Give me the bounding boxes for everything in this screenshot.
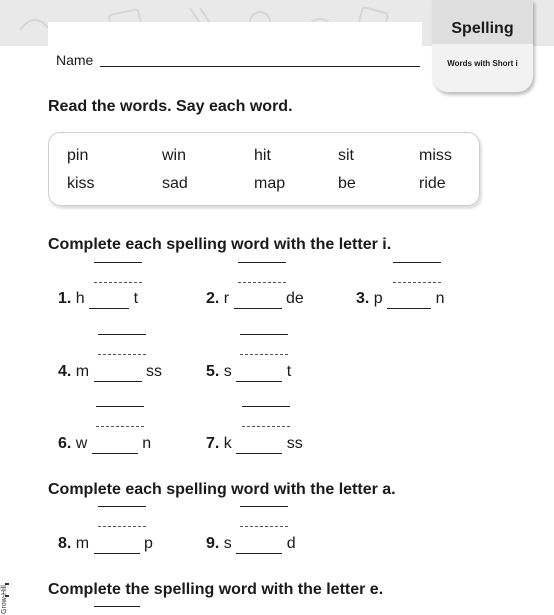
guide-top-line [96, 406, 144, 407]
guide-mid-line [240, 526, 288, 527]
item-before: m [75, 363, 90, 380]
exercise-9 [206, 535, 296, 554]
guide-top-line [240, 334, 288, 335]
answer-blank[interactable] [236, 535, 282, 554]
word-item: win [162, 147, 187, 164]
tab-subtitle: Words with Short i [447, 59, 518, 68]
title-tab-lower [432, 44, 533, 92]
item-after: t [286, 363, 292, 380]
guide-mid-line [98, 354, 146, 355]
exercise-8 [58, 535, 153, 554]
name-area [48, 22, 422, 68]
title-tab [432, 0, 533, 92]
publisher-label: Grow-Hill [1, 585, 8, 614]
item-before: k [223, 435, 232, 452]
answer-blank[interactable] [234, 290, 282, 309]
guide-mid-line [240, 354, 288, 355]
guide-top-line [393, 262, 441, 263]
word-item: sad [162, 175, 188, 192]
item-after: n [435, 290, 445, 307]
item-after: p [144, 535, 153, 552]
answer-blank[interactable] [94, 363, 142, 382]
item-number: 9. [206, 535, 220, 552]
word-box [48, 132, 480, 206]
answer-blank[interactable] [94, 535, 140, 554]
word-item: kiss [67, 175, 95, 192]
exercise-6 [58, 435, 151, 454]
guide-top-line [238, 262, 286, 263]
item-number: 5. [206, 363, 220, 380]
item-before: m [75, 535, 90, 552]
answer-blank[interactable] [387, 290, 431, 309]
item-number: 4. [58, 363, 72, 380]
item-number: 7. [206, 435, 220, 452]
word-item: map [254, 175, 286, 192]
item-before: s [223, 363, 232, 380]
guide-top-line [98, 334, 146, 335]
guide-top-line [94, 606, 140, 607]
section1-instruction: Read the words. Say each word. [48, 98, 293, 115]
item-number: 1. [58, 290, 72, 307]
guide-top-line [98, 506, 146, 507]
item-after: d [286, 535, 296, 552]
answer-blank[interactable] [92, 435, 138, 454]
guide-mid-line [98, 526, 146, 527]
item-before: r [223, 290, 230, 307]
guide-mid-line [393, 282, 441, 283]
name-label: Name [56, 52, 94, 68]
item-before: p [373, 290, 383, 307]
answer-blank[interactable] [236, 435, 282, 454]
item-before: s [223, 535, 232, 552]
item-before: h [75, 290, 85, 307]
guide-top-line [94, 262, 142, 263]
item-after: ss [146, 363, 163, 380]
item-after: de [286, 290, 304, 307]
item-number: 6. [58, 435, 72, 452]
answer-blank[interactable] [236, 363, 282, 382]
guide-top-line [242, 406, 290, 407]
section3-instruction: Complete each spelling word with the letter a. [48, 481, 396, 498]
guide-mid-line [94, 282, 142, 283]
exercise-5 [206, 363, 291, 382]
section2-instruction: Complete each spelling word with the letter i. [48, 236, 392, 253]
word-item: sit [338, 147, 354, 164]
item-before: w [75, 435, 88, 452]
item-after: ss [286, 435, 303, 452]
word-item: pin [67, 147, 89, 164]
word-item: be [338, 175, 356, 192]
guide-mid-line [96, 426, 144, 427]
item-number: 8. [58, 535, 72, 552]
tab-title: Spelling [451, 20, 514, 37]
item-number: 3. [356, 290, 370, 307]
word-item: ride [419, 175, 446, 192]
word-item: miss [419, 147, 452, 164]
exercise-3 [356, 290, 445, 309]
guide-mid-line [242, 426, 290, 427]
section4-instruction: Complete the spelling word with the letter e. [48, 581, 384, 598]
item-after: t [133, 290, 139, 307]
answer-blank[interactable] [89, 290, 129, 309]
exercise-1 [58, 290, 138, 309]
exercise-4 [58, 363, 162, 382]
guide-mid-line [238, 282, 286, 283]
guide-top-line [240, 506, 288, 507]
name-write-line[interactable] [100, 66, 420, 67]
exercise-2 [206, 290, 304, 309]
word-item: hit [254, 147, 271, 164]
item-after: n [142, 435, 152, 452]
item-number: 2. [206, 290, 220, 307]
exercise-7 [206, 435, 303, 454]
